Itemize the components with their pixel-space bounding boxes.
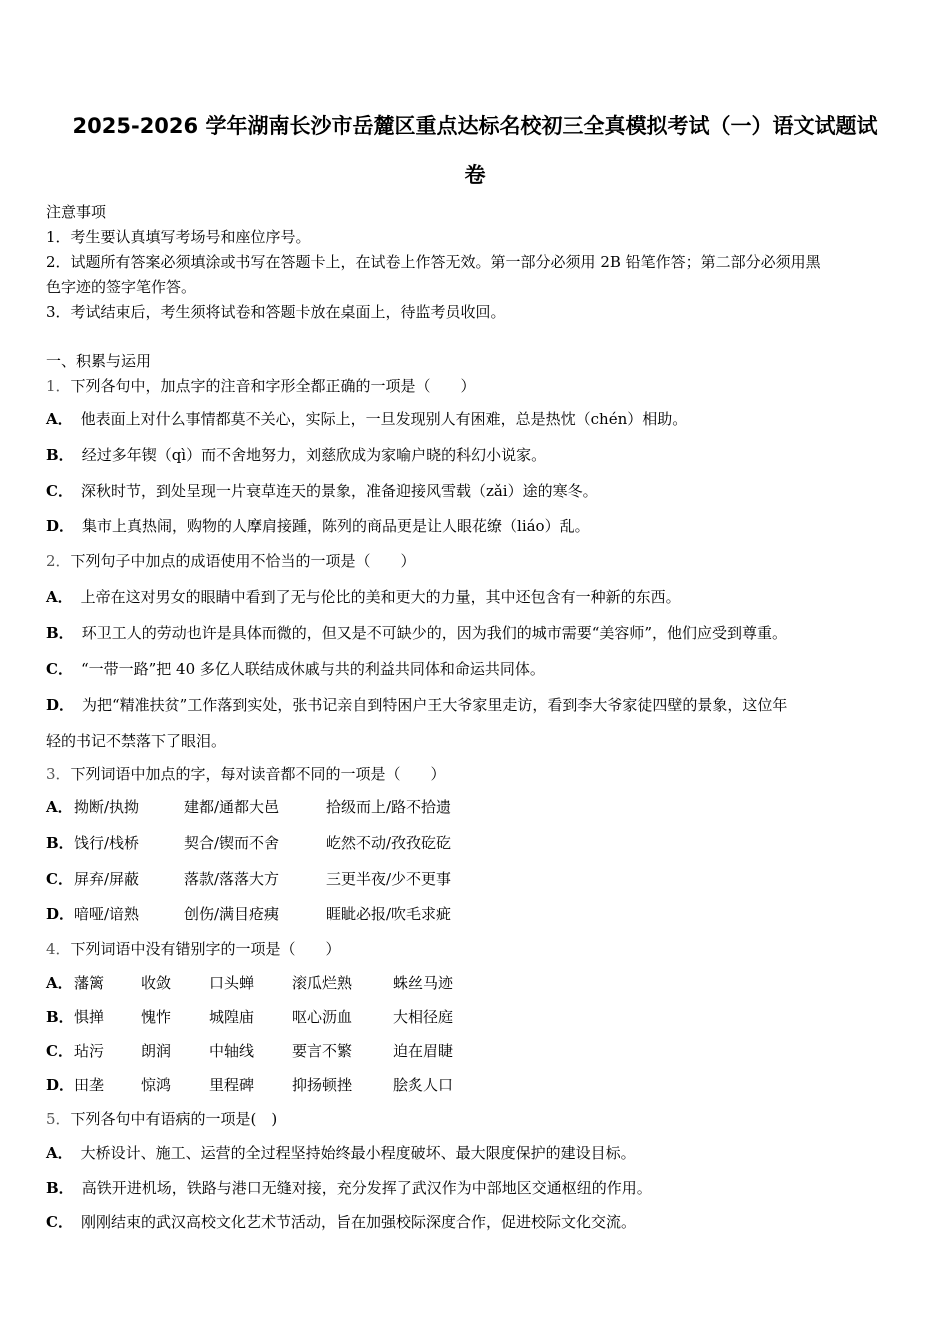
word: 玷污 [74,1042,105,1060]
word: 朗润 [141,1042,172,1060]
word: 收敛 [141,974,172,992]
word: 迫在眉睫 [393,1042,454,1060]
option-text: 大桥设计、施工、运营的全过程坚持始终最小程度破坏、最大限度保护的建设目标。 [80,1144,636,1162]
option-letter: C． [46,660,73,678]
option-letter: B． [46,1008,74,1026]
question-stem: 下列词语中加点的字，每对读音都不同的一项是（ ） [70,765,446,783]
option-letter: A． [46,1144,73,1162]
option-letter: C． [46,1042,73,1060]
word-pair: 契合/锲而不舍 [184,834,280,852]
word: 脍炙人口 [393,1076,454,1094]
q5-option-a [46,1143,636,1163]
q1-option-c [46,481,598,501]
word: 呕心沥血 [292,1008,353,1026]
word-pair: 建都/通都大邑 [184,798,280,816]
word: 惧掸 [74,1008,105,1026]
option-letter: C． [46,1213,73,1231]
option-text: 经过多年锲（qì）而不舍地努力，刘慈欣成为家喻户晓的科幻小说家。 [81,446,547,464]
q1-option-a [46,409,687,429]
word: 滚瓜烂熟 [292,974,353,992]
option-text: 环卫工人的劳动也许是具体而微的，但又是不可缺少的，因为我们的城市需要“美容师”，他们应受到尊重。 [81,624,788,642]
question-stem: 下列句子中加点的成语使用不恰当的一项是（ ） [70,552,416,570]
exam-title-line1: 2025-2026 学年湖南长沙市岳麓区重点达标名校初三全真模拟考试（一）语文试题试 [72,114,878,138]
notice-item-1: 1．考生要认真填写考场号和座位序号。 [46,228,311,246]
q2-option-b [46,623,787,643]
word-pair: 创伤/满目疮痍 [184,905,280,923]
option-text: 深秋时节，到处呈现一片衰草连天的景象，准备迎接风雪载（zǎi）途的寒冬。 [80,482,598,500]
q5-option-b [46,1178,652,1198]
option-text: 集市上真热闹，购物的人摩肩接踵，陈列的商品更是让人眼花缭（liáo）乱。 [82,517,590,535]
option-text: 他表面上对什么事情都莫不关心，实际上，一旦发现别人有困难，总是热忱（chén）相助。 [80,410,688,428]
q2-option-d-cont: 轻的书记不禁落下了眼泪。 [46,732,227,750]
question-number: 2． [46,552,71,570]
question-stem: 下列词语中没有错别字的一项是（ ） [70,940,341,958]
question-stem: 下列各句中有语病的一项是( ) [70,1110,278,1128]
question-5 [46,1109,277,1129]
option-letter: D． [46,517,75,535]
q2-option-c [46,659,545,679]
option-letter: D． [46,696,75,714]
question-stem: 下列各句中，加点字的注音和字形全都正确的一项是（ ） [70,377,476,395]
word-pair: 屏弃/屏蔽 [74,870,140,888]
word: 蛛丝马迹 [393,974,454,992]
option-letter: A． [46,410,73,428]
option-letter: C． [46,870,73,888]
notice-item-2b: 色字迹的签字笔作答。 [46,278,197,296]
word: 惊鸿 [141,1076,172,1094]
question-4 [46,939,341,959]
word: 城隍庙 [209,1008,255,1026]
q2-option-a [46,587,681,607]
notice-heading: 注意事项 [46,203,107,221]
word: 愧怍 [141,1008,172,1026]
q1-option-d [46,516,590,536]
question-number: 4． [46,940,71,958]
word: 中轴线 [209,1042,255,1060]
option-letter: D． [46,905,75,923]
q5-option-c [46,1212,636,1232]
word: 藩篱 [74,974,105,992]
option-text: 为把“精准扶贫”工作落到实处，张书记亲自到特困户王大爷家里走访，看到李大爷家徒四壁的景象，这位年 [82,696,788,714]
word-pair: 睚眦必报/吹毛求疵 [326,905,452,923]
word-pair: 三更半夜/少不更事 [326,870,452,888]
word: 田垄 [74,1076,105,1094]
option-letter: B． [46,834,74,852]
question-number: 3． [46,765,71,783]
question-number: 5． [46,1110,71,1128]
word-pair: 饯行/栈桥 [74,834,140,852]
option-text: 高铁开进机场，铁路与港口无缝对接，充分发挥了武汉作为中部地区交通枢纽的作用。 [81,1179,652,1197]
notice-item-2a: 2．试题所有答案必须填涂或书写在答题卡上，在试卷上作答无效。第一部分必须用 2B 铅笔作答；第二部分必须用黑 [46,253,821,271]
option-letter: B． [46,1179,74,1197]
q1-option-b [46,445,546,465]
word: 要言不繁 [292,1042,353,1060]
word-pair: 落款/落落大方 [184,870,280,888]
word: 口头蝉 [209,974,255,992]
word: 大相径庭 [393,1008,454,1026]
option-letter: D． [46,1076,75,1094]
word-pair: 拗断/执拗 [74,798,140,816]
question-1 [46,376,476,396]
word-pair: 拾级而上/路不拾遗 [326,798,452,816]
option-letter: B． [46,446,74,464]
word: 抑扬顿挫 [292,1076,353,1094]
option-letter: A． [46,588,73,606]
word: 里程碑 [209,1076,255,1094]
option-text: 上帝在这对男女的眼睛中看到了无与伦比的美和更大的力量，其中还包含有一种新的东西。 [80,588,681,606]
q2-option-d [46,695,787,715]
option-letter: A． [46,974,73,992]
option-letter: C． [46,482,73,500]
section-heading: 一、积累与运用 [46,352,152,370]
notice-item-3: 3．考试结束后，考生须将试卷和答题卡放在桌面上，待监考员收回。 [46,303,506,321]
question-number: 1． [46,377,71,395]
option-letter: B． [46,624,74,642]
question-3 [46,764,446,784]
option-text: 刚刚结束的武汉高校文化艺术节活动，旨在加强校际深度合作，促进校际文化交流。 [80,1213,636,1231]
option-letter: A． [46,798,73,816]
word-pair: 喑哑/谙熟 [74,905,140,923]
option-text: “一带一路”把 40 多亿人联结成休戚与共的利益共同体和命运共同体。 [80,660,545,678]
word-pair: 屹然不动/孜孜矻矻 [326,834,452,852]
exam-title-line2: 卷 [464,163,486,187]
question-2 [46,551,416,571]
